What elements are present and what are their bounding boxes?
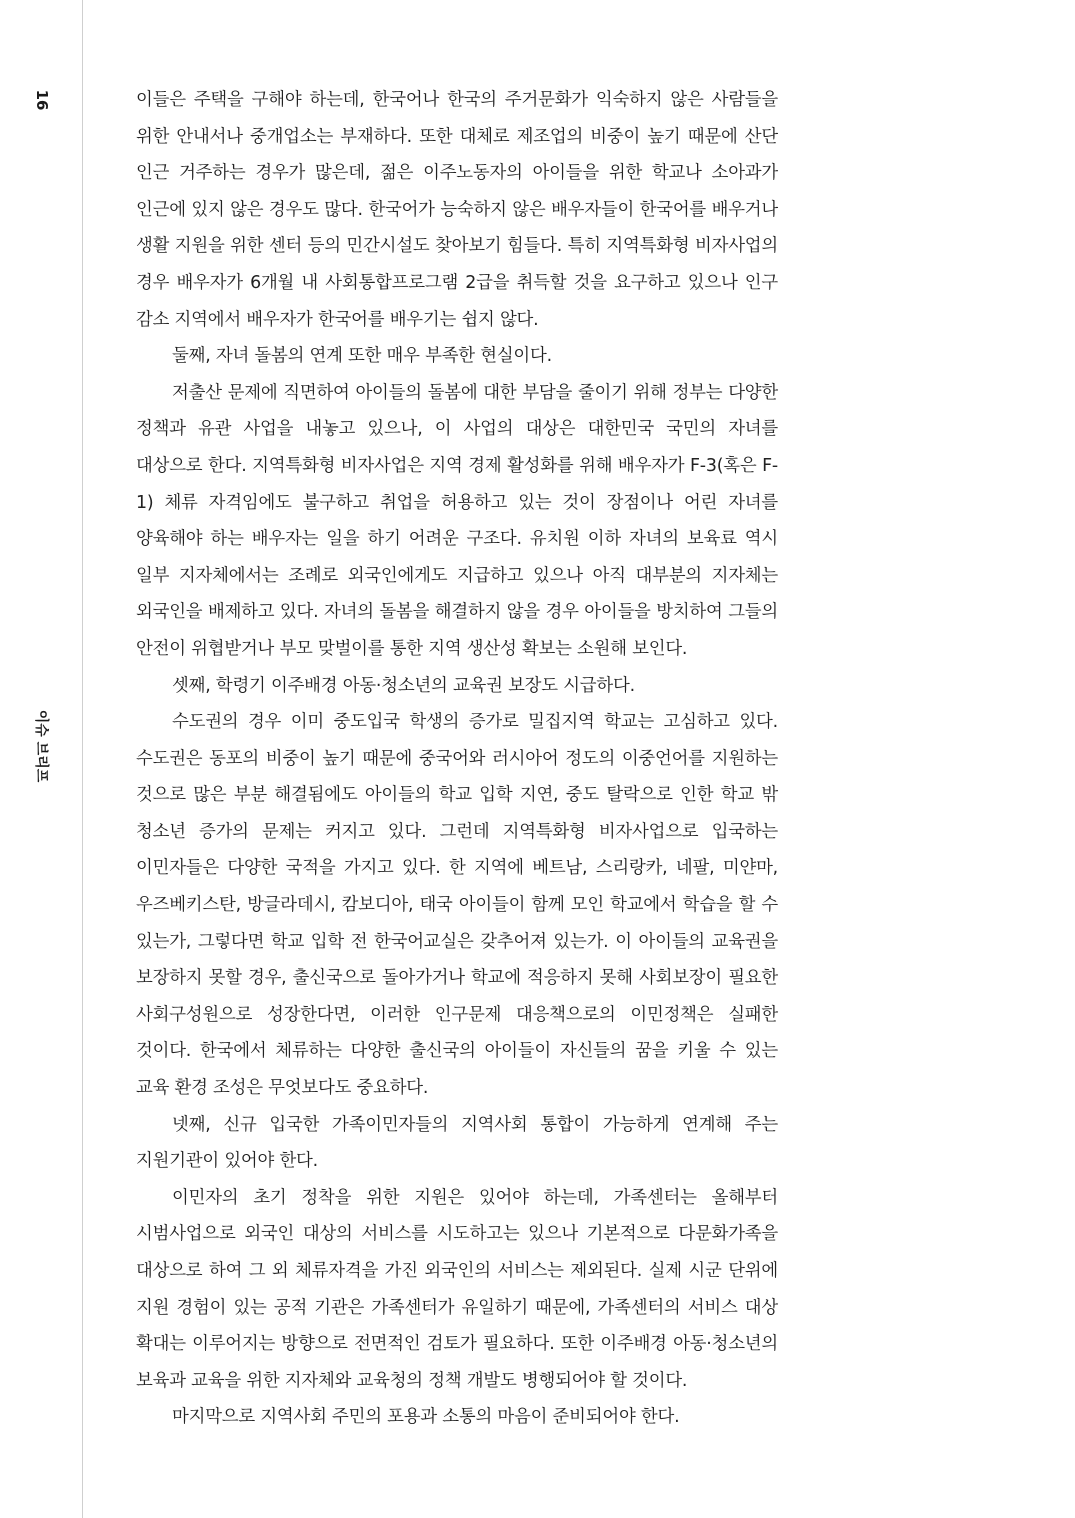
body-text (136, 82, 778, 1436)
paragraph: 저출산 문제에 직면하여 아이들의 돌봄에 대한 부담을 줄이기 위해 정부는 다양한 정책과 유관 사업을 내놓고 있으나, 이 사업의 대상은 대한민국 국민의 자녀를 대상으로 한다. 지역특화형 비자사업은 지역 경제 활성화를 위해 배우자가 F-3(혹은 F-1) 체류 자격임에도 불구하고 취업을 허용하고 있는 것이 장점이나 어린 자녀를 양육해야 하는 배우자는 일을 하기 어려운 구조다. 유치원 이하 자녀의 보육료 역시 일부 지자체에서는 조례로 외국인에게도 지급하고 있으나 아직 대부분의 지자체는 외국인을 배제하고 있다. 자녀의 돌봄을 해결하지 않을 경우 아이들을 방치하여 그들의 안전이 위협받거나 부모 맞벌이를 통한 지역 생산성 확보는 소원해 보인다. (136, 382, 778, 659)
paragraph: 이민자의 초기 정착을 위한 지원은 있어야 하는데, 가족센터는 올해부터 시범사업으로 외국인 대상의 서비스를 시도하고는 있으나 기본적으로 다문화가족을 대상으로 하여 그 외 체류자격을 가진 외국인의 서비스는 제외된다. 실제 시군 단위에 지원 경험이 있는 공적 기관은 가족센터가 유일하기 때문에, 가족센터의 서비스 대상 확대는 이루어지는 방향으로 전면적인 검토가 필요하다. 또한 이주배경 아동·청소년의 보육과 교육을 위한 지자체와 교육청의 정책 개발도 병행되어야 할 것이다. (136, 1187, 778, 1391)
margin-divider (82, 0, 83, 1518)
paragraph: 수도권의 경우 이미 중도입국 학생의 증가로 밀집지역 학교는 고심하고 있다. 수도권은 동포의 비중이 높기 때문에 중국어와 러시아어 정도의 이중언어를 지원하는 것으로 많은 부분 해결됨에도 아이들의 학교 입학 지연, 중도 탈락으로 인한 학교 밖 청소년 증가의 문제는 커지고 있다. 그런데 지역특화형 비자사업으로 입국하는 이민자들은 다양한 국적을 가지고 있다. 한 지역에 베트남, 스리랑카, 네팔, 미얀마, 우즈베키스탄, 방글라데시, 캄보디아, 태국 아이들이 함께 모인 학교에서 학습을 할 수 있는가, 그렇다면 학교 입학 전 한국어교실은 갖추어져 있는가. 이 아이들의 교육권을 보장하지 못할 경우, 출신국으로 돌아가거나 학교에 적응하지 못해 사회보장이 필요한 사회구성원으로 성장한다면, 이러한 인구문제 대응책으로의 이민정책은 실패한 것이다. 한국에서 체류하는 다양한 출신국의 아이들이 자신들의 꿈을 키울 수 있는 교육 환경 조성은 무엇보다도 중요하다. (136, 712, 778, 1099)
section-label: 이슈 브리프 (33, 709, 49, 783)
paragraph: 이들은 주택을 구해야 하는데, 한국어나 한국의 주거문화가 익숙하지 않은 사람들을 위한 안내서나 중개업소는 부재하다. 또한 대체로 제조업의 비중이 높기 때문에 산단 인근 거주하는 경우가 많은데, 젊은 이주노동자의 아이들을 위한 학교나 소아과가 인근에 있지 않은 경우도 많다. 한국어가 능숙하지 않은 배우자들이 한국어를 배우거나 생활 지원을 위한 센터 등의 민간시설도 찾아보기 힘들다. 특히 지역특화형 비자사업의 경우 배우자가 6개월 내 사회통합프로그램 2급을 취득할 것을 요구하고 있으나 인구 감소 지역에서 배우자가 한국어를 배우기는 쉽지 않다. (136, 90, 778, 330)
page-number: 16 (33, 89, 51, 111)
paragraph: 셋째, 학령기 이주배경 아동·청소년의 교육권 보장도 시급하다. (172, 675, 635, 696)
paragraph: 마지막으로 지역사회 주민의 포용과 소통의 마음이 준비되어야 한다. (172, 1407, 680, 1428)
paragraph: 넷째, 신규 입국한 가족이민자들의 지역사회 통합이 가능하게 연계해 주는 지원기관이 있어야 한다. (136, 1114, 778, 1172)
paragraph: 둘째, 자녀 돌봄의 연계 또한 매우 부족한 현실이다. (172, 346, 552, 367)
